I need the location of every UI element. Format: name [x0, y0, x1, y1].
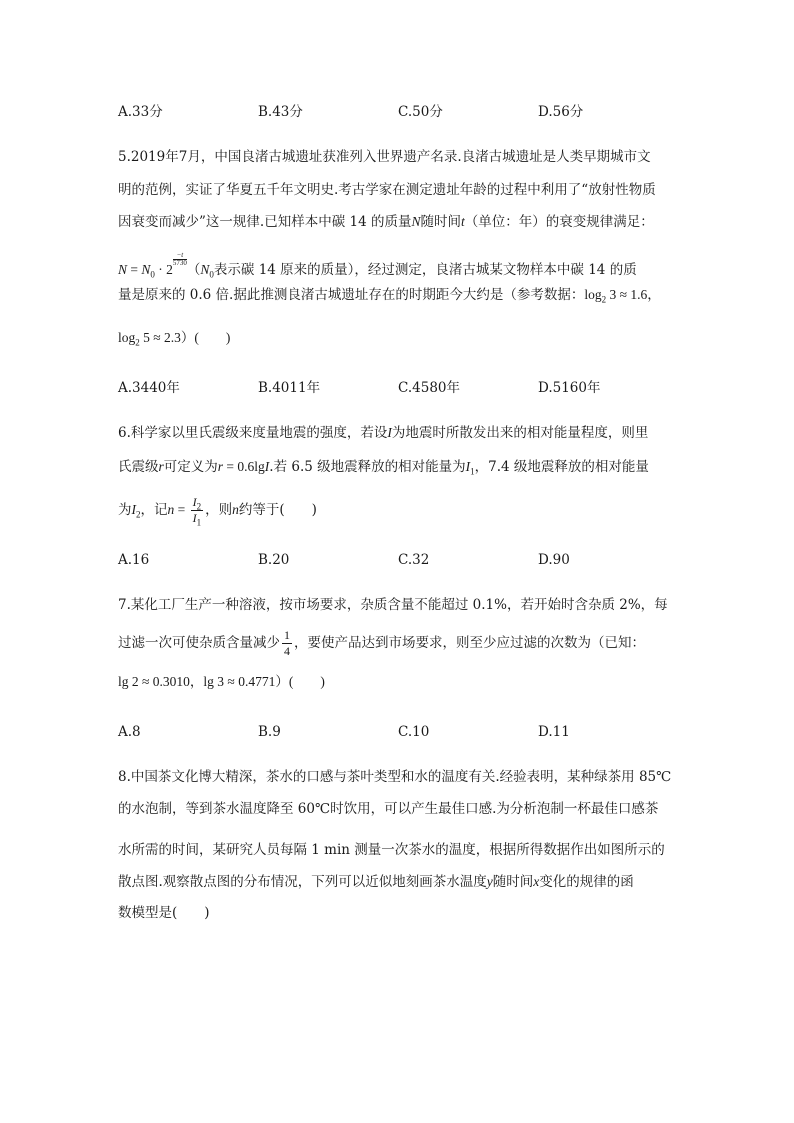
q5-option-d[interactable]: D.5160年: [538, 380, 601, 396]
exponent-numerator: −t: [173, 252, 187, 260]
q6-text: 约等于( ): [238, 502, 317, 518]
math-value: 3 ≈ 1.6，: [606, 287, 661, 302]
q6-text: 为地震时所散发出来的相对能量程度，则里: [391, 425, 649, 441]
math-sub: 0: [150, 269, 155, 280]
math-sub: 0: [209, 269, 214, 280]
math-i1: I: [465, 459, 471, 474]
math-n: N: [118, 262, 128, 277]
q5-text: （单位：年）的衰变规律满足：: [464, 214, 654, 230]
q6-line-2: [118, 457, 649, 477]
q6-line-1: [118, 423, 648, 443]
math-log: log: [118, 330, 136, 345]
q5-text: 表示碳 14 原来的质量），经过测定，良渚古城某文物样本中碳 14 的质: [213, 262, 637, 278]
q6-text: 6.科学家以里氏震级来度量地震的强度，若设: [118, 425, 388, 441]
fraction-numerator: 1: [284, 628, 290, 642]
q7-option-c[interactable]: C.10: [398, 724, 430, 740]
math-eq: = 0.6lg: [223, 459, 265, 474]
q6-option-d[interactable]: D.90: [538, 552, 570, 568]
math-sub: 1: [196, 517, 202, 528]
q8-text: 随时间: [492, 874, 534, 890]
math-n: n: [167, 502, 175, 517]
q5-text: 因衰变而减少”这一规律.已知样本中碳 14 的质量: [118, 214, 412, 230]
exponent-fraction: [173, 252, 187, 267]
q6-text: ，7.4 级地震释放的相对能量: [474, 459, 649, 475]
math-sub: 2: [601, 294, 607, 305]
q5-line-6: [118, 328, 230, 348]
math-r: r: [158, 459, 164, 474]
q8-line-5: 数模型是( ): [118, 905, 210, 921]
q6-text: ，则: [205, 502, 233, 518]
q8-line-2: 的水泡制，等到茶水温度降至 60℃时饮用，可以产生最佳口感.为分析泡制一杯最佳口感茶: [118, 801, 659, 817]
q5-options: [118, 378, 718, 398]
exponent-denominator: 5730: [172, 259, 187, 267]
math-eq: =: [174, 502, 189, 517]
q8-line-4: [118, 872, 634, 892]
q6-text: 氏震级: [118, 459, 159, 475]
fraction-denominator: 4: [284, 644, 290, 658]
q8-line-1: 8.中国茶文化博大精深，茶水的口感与茶叶类型和水的温度有关.经验表明，某种绿茶用 85℃: [118, 769, 672, 785]
q5-line-5: [118, 285, 661, 305]
q7-text: ，要使产品达到市场要求，则至少应过滤的次数为（已知：: [294, 635, 645, 651]
math-n: n: [232, 502, 239, 517]
math-sub: 2: [196, 501, 202, 512]
math-sub: 1: [470, 466, 475, 477]
q7-option-a[interactable]: A.8: [118, 724, 141, 740]
math-sub: 2: [136, 509, 141, 520]
math-i: I: [387, 425, 392, 440]
q7-text: 过滤一次可使杂质含量减少: [118, 635, 280, 651]
math-log: log: [584, 287, 602, 302]
q6-option-c[interactable]: C.32: [398, 552, 430, 568]
q7-options: [118, 722, 718, 742]
math-r: r: [217, 459, 224, 474]
q6-text: 为: [118, 502, 132, 518]
q5-formula-line: [118, 252, 637, 280]
q7-option-b[interactable]: B.9: [258, 724, 281, 740]
q7-line-3: lg 2 ≈ 0.3010，lg 3 ≈ 0.4771）( ): [118, 674, 325, 689]
q5-line-1: 5.2019年7月，中国良渚古城遗址获准列入世界遗产名录.良渚古城遗址是人类早期城市文: [118, 149, 651, 165]
q6-text: ，记: [140, 502, 168, 518]
math-i: I: [192, 511, 197, 525]
math-sub: 2: [135, 337, 140, 348]
q4-option-d[interactable]: D.56分: [538, 104, 584, 120]
q7-option-d[interactable]: D.11: [538, 724, 570, 740]
q4-option-a[interactable]: A.33分: [118, 104, 163, 120]
q7-line-1: 7.某化工厂生产一种溶液，按市场要求，杂质含量不能超过 0.1%，若开始时含杂质 2%，每: [118, 597, 668, 613]
fraction-numerator: [191, 495, 204, 511]
math-n0: N: [200, 262, 210, 277]
math-value: 5 ≈ 2.3）( ): [139, 330, 231, 345]
q5-text: （: [186, 262, 201, 278]
q5-text: 随时间: [420, 214, 461, 230]
q6-text: .若 6.5 级地震释放的相对能量为: [269, 459, 466, 475]
q5-line-2: 明的范例，实证了华夏五千年文明史.考古学家在测定遗址年龄的过程中利用了“放射性物质: [118, 182, 656, 198]
fraction-denominator: [191, 511, 204, 526]
q8-text: 散点图.观察散点图的分布情况，下列可以近似地刻画茶水温度: [118, 874, 487, 890]
math-n: N: [411, 214, 421, 229]
q4-options: [118, 102, 718, 122]
q5-option-b[interactable]: B.4011年: [258, 380, 321, 396]
q6-option-b[interactable]: B.20: [258, 552, 290, 568]
q8-line-3: 水所需的时间，某研究人员每隔 1 min 测量一次茶水的温度，根据所得数据作出如图所示的: [118, 842, 665, 858]
math-x: x: [533, 874, 540, 889]
q5-text: 量是原来的 0.6 倍.据此推测良渚古城遗址存在的时期距今大约是（参考数据：: [118, 287, 585, 303]
math-y: y: [486, 874, 493, 889]
q7-line-2: [118, 628, 645, 659]
q5-line-3: [118, 212, 654, 232]
math-i: I: [264, 459, 270, 474]
math-t: t: [460, 214, 465, 229]
q6-option-a[interactable]: A.16: [118, 552, 150, 568]
q5-option-a[interactable]: A.3440年: [118, 380, 180, 396]
q6-text: 可定义为: [163, 459, 218, 475]
q6-line-3: [118, 495, 317, 526]
fraction-one-quarter: [282, 628, 292, 659]
math-base: · 2: [154, 262, 173, 277]
q5-option-c[interactable]: C.4580年: [398, 380, 460, 396]
q4-option-c[interactable]: C.50分: [398, 104, 443, 120]
q6-options: [118, 550, 718, 570]
math-n0: N: [141, 262, 151, 277]
q4-option-b[interactable]: B.43分: [258, 104, 303, 120]
math-i2: I: [131, 502, 136, 517]
q8-text: 变化的规律的函: [539, 874, 634, 890]
math-i: I: [192, 495, 197, 509]
math-eq: =: [127, 262, 142, 277]
fraction-i2-over-i1: [191, 495, 204, 526]
